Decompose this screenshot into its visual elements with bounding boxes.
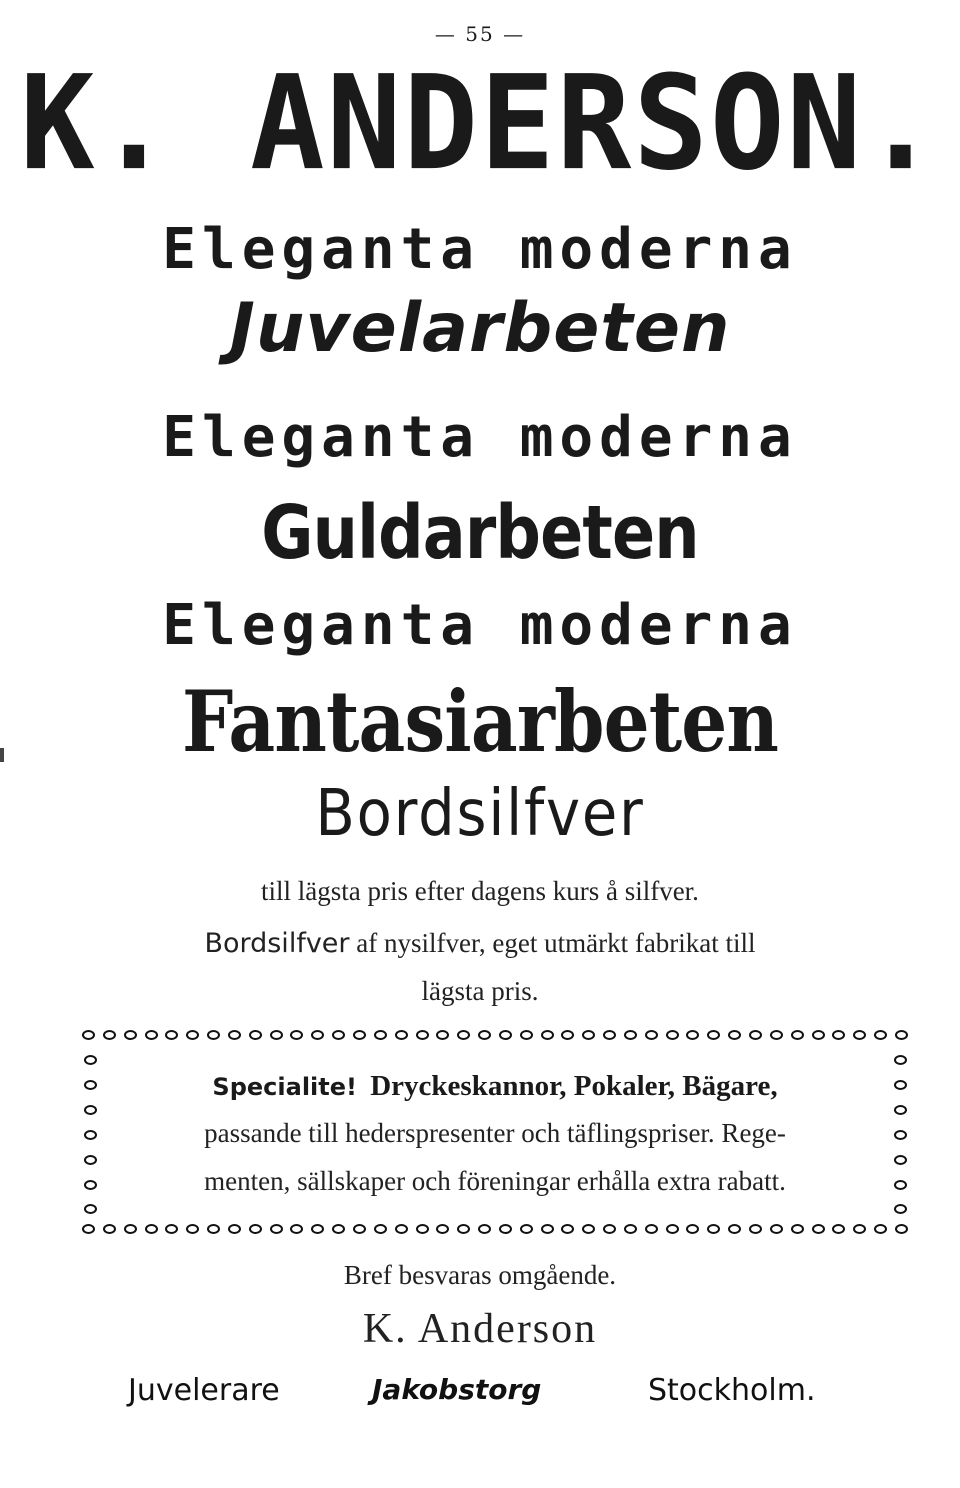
ornament-ring [541, 1030, 554, 1040]
ornament-ring [82, 1030, 95, 1040]
ornament-ring [145, 1030, 158, 1040]
ornament-ring [520, 1030, 533, 1040]
ornament-ring [895, 1224, 908, 1234]
ornament-ring [270, 1224, 283, 1234]
ornament-ring [853, 1224, 866, 1234]
price-note: till lägsta pris efter dagens kurs å silfver. [261, 876, 699, 906]
ornament-ring [666, 1224, 679, 1234]
ornament-ring [832, 1224, 845, 1234]
ornament-ring [686, 1224, 699, 1234]
ornament-ring [395, 1224, 408, 1234]
print-speck [0, 748, 4, 762]
ornament-ring [894, 1055, 907, 1065]
ornament-ring [707, 1224, 720, 1234]
ornament-ring [374, 1224, 387, 1234]
ornament-ring [499, 1030, 512, 1040]
ornament-ring [874, 1224, 887, 1234]
footer-city: Stockholm. [648, 1373, 816, 1408]
footer-address: Jakobstorg [372, 1373, 542, 1406]
ornament-ring [207, 1224, 220, 1234]
ornament-ring [582, 1030, 595, 1040]
ornament-ring [749, 1224, 762, 1234]
ornament-ring [478, 1030, 491, 1040]
footer-occupation: Juvelerare [128, 1373, 280, 1408]
ornament-ring [249, 1224, 262, 1234]
ornament-ring [186, 1030, 199, 1040]
ornament-ring [353, 1030, 366, 1040]
ornament-ring [84, 1055, 97, 1065]
ornament-ring [582, 1224, 595, 1234]
ornament-ring [332, 1224, 345, 1234]
ornament-ring [84, 1155, 97, 1165]
ornament-ring [84, 1204, 97, 1214]
product-guldarbeten: Guldarbeten [261, 490, 699, 576]
ornament-ring [228, 1224, 241, 1234]
ornament-ring [145, 1224, 158, 1234]
ornament-ring [707, 1030, 720, 1040]
nysilfver-note-end: lägsta pris. [421, 976, 539, 1006]
section-heading-2: Eleganta moderna [162, 405, 798, 470]
ornament-ring [561, 1224, 574, 1234]
ornament-ring [645, 1224, 658, 1234]
specialty-label: Specialite! [212, 1073, 357, 1101]
ornament-ring [84, 1105, 97, 1115]
specialty-text-1: passande till hederspresenter och täflingspriser. Rege- [204, 1118, 786, 1148]
ornament-ring [207, 1030, 220, 1040]
ornament-ring [416, 1224, 429, 1234]
specialty-line [82, 1072, 908, 1101]
section-heading-3: Eleganta moderna [162, 593, 798, 658]
ornament-ring [457, 1030, 470, 1040]
ornament-ring [874, 1030, 887, 1040]
ornament-ring [812, 1224, 825, 1234]
ornament-ring [666, 1030, 679, 1040]
ornament-ring [124, 1224, 137, 1234]
ornament-border-bottom [82, 1224, 908, 1240]
ornament-ring [103, 1030, 116, 1040]
ornament-ring [457, 1224, 470, 1234]
ornament-ring [165, 1224, 178, 1234]
specialty-box [82, 1030, 908, 1240]
ornament-ring [853, 1030, 866, 1040]
ornament-ring [645, 1030, 658, 1040]
ornament-ring [478, 1224, 491, 1234]
ornament-ring [499, 1224, 512, 1234]
ornament-ring [311, 1224, 324, 1234]
ornament-ring [686, 1030, 699, 1040]
ornament-ring [165, 1030, 178, 1040]
reply-note: Bref besvaras omgående. [343, 1260, 617, 1290]
ornament-ring [103, 1224, 116, 1234]
ornament-ring [812, 1030, 825, 1040]
ornament-ring [894, 1105, 907, 1115]
ornament-ring [603, 1224, 616, 1234]
ornament-ring [791, 1030, 804, 1040]
nysilfver-text: af nysilfver, eget utmärkt fabrikat till [349, 928, 756, 958]
ornament-ring [749, 1030, 762, 1040]
ornament-ring [436, 1030, 449, 1040]
signature: K. Anderson [362, 1306, 598, 1352]
ornament-ring [894, 1204, 907, 1214]
ornament-ring [416, 1030, 429, 1040]
ornament-ring [82, 1224, 95, 1234]
ornament-ring [186, 1224, 199, 1234]
section-heading-1: Eleganta moderna [162, 217, 798, 282]
ornament-ring [124, 1030, 137, 1040]
ornament-ring [249, 1030, 262, 1040]
ornament-ring [436, 1224, 449, 1234]
ornament-ring [895, 1030, 908, 1040]
ornament-ring [374, 1030, 387, 1040]
specialty-text-2: menten, sällskaper och föreningar erhålla extra rabatt. [204, 1166, 786, 1196]
ornament-ring [290, 1224, 303, 1234]
ornament-ring [894, 1155, 907, 1165]
ornament-ring [541, 1224, 554, 1234]
ornament-ring [228, 1030, 241, 1040]
product-juvelarbeten: Juvelarbeten [229, 289, 731, 368]
ornament-ring [770, 1030, 783, 1040]
ornament-ring [728, 1224, 741, 1234]
ornament-ring [832, 1030, 845, 1040]
ornament-ring [603, 1030, 616, 1040]
nysilfver-note [0, 930, 960, 957]
firm-name: K. ANDERSON. [20, 48, 940, 200]
specialty-items: Dryckeskannor, Pokaler, Bägare, [370, 1070, 778, 1102]
page-number: — 55 — [434, 22, 526, 46]
ornament-ring [624, 1224, 637, 1234]
nysilfver-label: Bordsilfver [204, 928, 350, 959]
bordsilfver-title: Bordsilfver [315, 777, 645, 851]
ornament-ring [728, 1030, 741, 1040]
ornament-ring [290, 1030, 303, 1040]
product-fantasiarbeten: Fantasiarbeten [181, 672, 779, 771]
ornament-ring [770, 1224, 783, 1234]
ornament-ring [311, 1030, 324, 1040]
ornament-ring [520, 1224, 533, 1234]
ornament-ring [561, 1030, 574, 1040]
ornament-ring [395, 1030, 408, 1040]
ornament-ring [791, 1224, 804, 1234]
ornament-ring [332, 1030, 345, 1040]
ornament-ring [270, 1030, 283, 1040]
ornament-ring [353, 1224, 366, 1234]
ornament-border-top [82, 1030, 908, 1046]
ornament-ring [624, 1030, 637, 1040]
